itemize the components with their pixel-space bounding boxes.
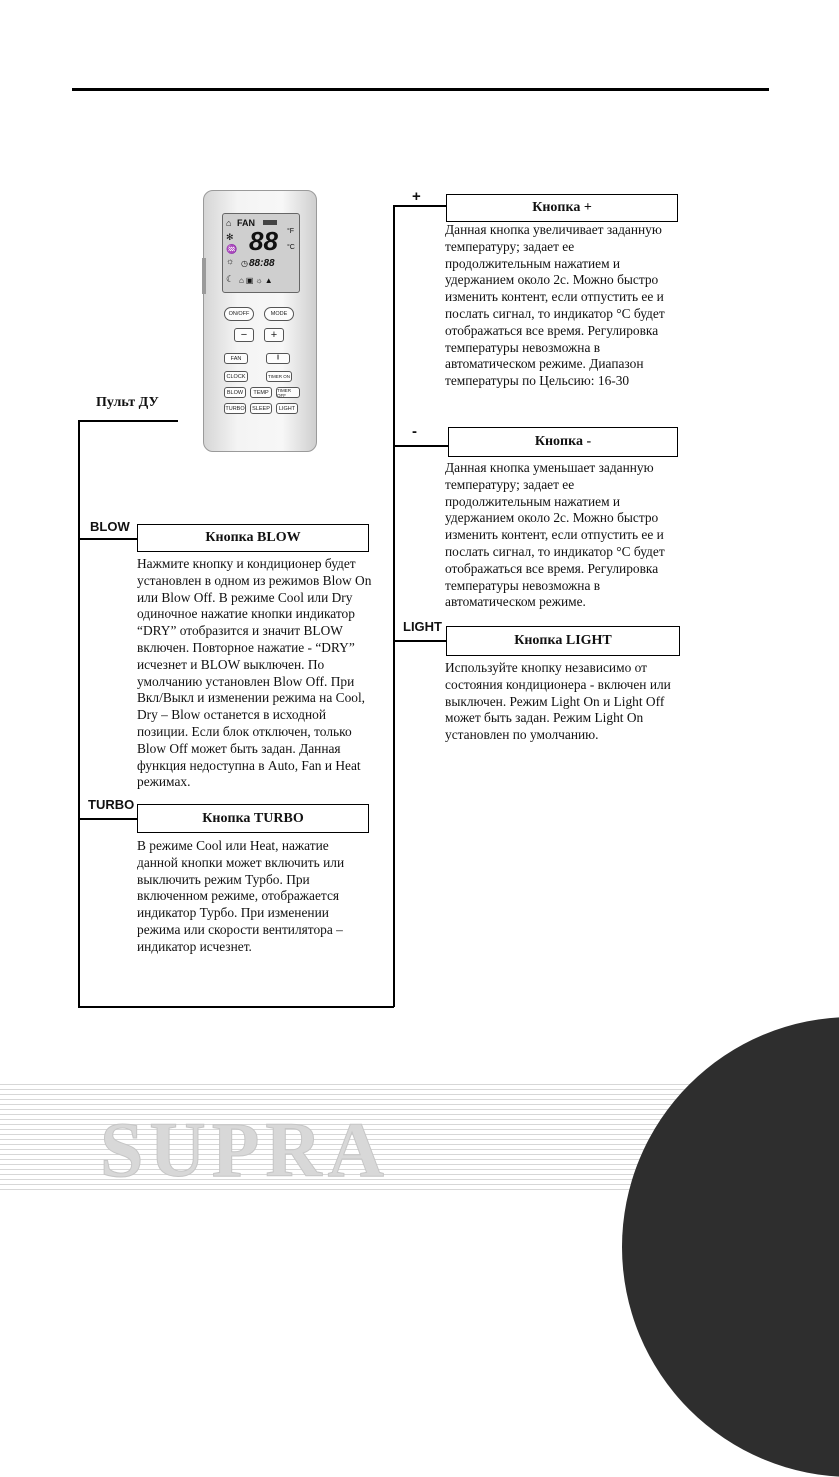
sun-icon: ☼: [226, 256, 235, 266]
light-button[interactable]: LIGHT: [276, 403, 298, 414]
lcd-status-icons: ⌂▣☼▲: [239, 276, 275, 285]
clock-icon: ◷: [241, 259, 248, 268]
light-tag: LIGHT: [403, 619, 442, 634]
blow-description: Нажмите кнопку и кондиционер будет установлен в одном из режимов Blow On или Blow Off. В режиме Cool или Dry одиночное нажатие кнопки индикатор “DRY” отобразится и значит BLOW включен. Повторное нажатие - “DRY” исчезнет и BLOW выключен. По умолчанию установлен Blow Off. При Вкл/Выкл и изменении режима на Cool, Dry – Blow останется в исходной позиции. Если блок отключен, только Blow Off может быть задан. Данная функция недоступна в Auto, Fan и Heat режимах.: [137, 556, 372, 790]
plus-connector: [393, 205, 447, 207]
lcd-fan-label: FAN: [237, 218, 255, 228]
moon-icon: ☾: [226, 274, 235, 284]
lcd-unit-f: °F: [287, 228, 295, 235]
plus-title-box: Кнопка +: [446, 194, 678, 222]
frame-line-middle: [393, 205, 395, 1007]
light-connector: [393, 640, 447, 642]
swing-button[interactable]: ⫼: [266, 353, 290, 364]
turbo-button[interactable]: TURBO: [224, 403, 246, 414]
sleep-button[interactable]: SLEEP: [250, 403, 272, 414]
turbo-title-box: Кнопка TURBO: [137, 804, 369, 833]
minus-button[interactable]: −: [234, 328, 254, 342]
header-rule: [72, 88, 769, 91]
clock-button[interactable]: CLOCK: [224, 371, 248, 382]
turbo-connector: [78, 818, 138, 820]
minus-tag: -: [412, 423, 417, 440]
blow-button[interactable]: BLOW: [224, 387, 246, 398]
minus-description: Данная кнопка уменьшает заданную температуру; задает ее продолжительным нажатием и удержанием около 2с. Можно быстро изменить контент, если отпустить ее и послать сигнал, то индикатор °C будет отображаться все время. Регулировка температуры невозможна в автоматическом режиме.: [445, 460, 665, 610]
timer-on-button[interactable]: TIMER ON: [266, 371, 292, 382]
turbo-tag: TURBO: [88, 797, 135, 812]
remote-control-image: [203, 190, 317, 452]
lcd-fan-bars: [263, 220, 277, 225]
lcd-auto-icon: ⌂: [226, 218, 232, 228]
blow-title-box: Кнопка BLOW: [137, 524, 369, 552]
remote-side-slot: [202, 258, 206, 294]
brand-logo: SUPRA: [100, 1106, 391, 1193]
minus-title-box: Кнопка -: [448, 427, 678, 457]
lcd-digits: 88: [249, 226, 278, 256]
turbo-description: В режиме Cool или Heat, нажатие данной кнопки может включить или выключить режим Турбо. При включенном режиме, отображается индикатор Турбо. При изменении режима или скорости вентилятора – индикатор исчезнет.: [137, 838, 345, 954]
lcd-clock: 88:88: [249, 258, 275, 269]
snowflake-icon: ✻: [226, 232, 234, 242]
light-description: Используйте кнопку независимо от состояния кондиционера - включен или выключен. Режим Light On и Light Off может быть задан. Режим Light On установлен по умолчанию.: [445, 660, 671, 743]
minus-connector: [393, 445, 449, 447]
blow-tag: BLOW: [90, 519, 130, 534]
plus-button[interactable]: +: [264, 328, 284, 342]
mode-button[interactable]: MODE: [264, 307, 294, 321]
remote-lcd-display: [222, 213, 300, 293]
remote-label: Пульт ДУ: [96, 395, 159, 410]
plus-tag: +: [412, 188, 421, 205]
on-off-button[interactable]: ON/OFF: [224, 307, 254, 321]
frame-line-top-left: [78, 420, 178, 422]
light-title-box: Кнопка LIGHT: [446, 626, 680, 656]
blow-connector: [78, 538, 138, 540]
frame-line-bottom: [78, 1006, 394, 1008]
plus-description: Данная кнопка увеличивает заданную температуру; задает ее продолжительным нажатием и удержанием около 2с. Можно быстро изменить контент, если отпустить ее и послать сигнал, то индикатор °C будет отображаться все время. Регулировка температуры невозможна в автоматическом режиме. Диапазон температуры по Цельсию: 16-30: [445, 222, 665, 389]
dry-icon: ♒: [226, 244, 238, 254]
lcd-unit-c: °C: [287, 244, 295, 251]
frame-line-left: [78, 420, 80, 1008]
fan-button[interactable]: FAN: [224, 353, 248, 364]
timer-off-button[interactable]: TIMER OFF: [276, 387, 300, 398]
temp-button[interactable]: TEMP: [250, 387, 272, 398]
